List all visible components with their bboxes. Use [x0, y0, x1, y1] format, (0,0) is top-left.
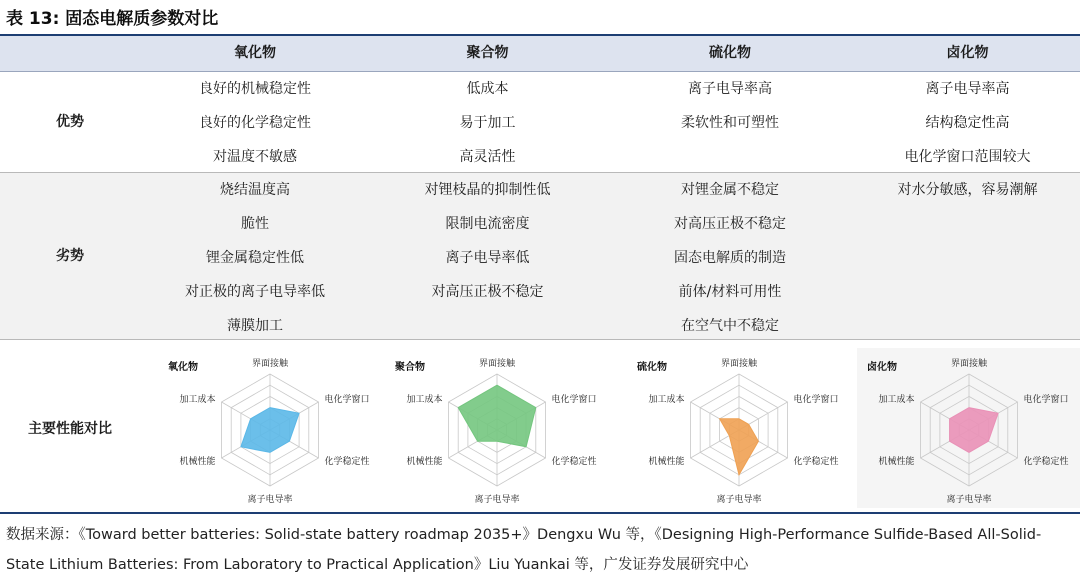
radar-oxide [158, 348, 383, 508]
radar-axis-label: 界面接触 [720, 359, 758, 369]
table-cell: 脆性 [241, 216, 269, 232]
advantages-polymer [370, 72, 605, 174]
table-cell: 离子电导率低 [445, 250, 530, 266]
table-cell: 电化学窗口范围较大 [904, 149, 1031, 165]
performance-row [0, 340, 1080, 514]
radar-axis-label: 加工成本 [648, 395, 685, 405]
table-title: 表 13: 固态电解质参数对比 [6, 9, 219, 29]
table-header [0, 36, 1080, 72]
radar-axis-label: 界面接触 [478, 359, 516, 369]
advantages-label: 优势 [56, 114, 84, 130]
table-cell: 薄膜加工 [227, 318, 283, 334]
header-polymer: 聚合物 [466, 45, 509, 61]
radar-series-卤化物 [950, 408, 998, 453]
table-cell: 对正极的离子电导率低 [185, 284, 325, 300]
radar-axis-label: 加工成本 [878, 395, 915, 405]
radar-title: 聚合物 [395, 362, 425, 373]
disadvantages-oxide [140, 173, 370, 343]
radar-series-氧化物 [241, 408, 299, 453]
advantages-halide [855, 72, 1080, 174]
radar-halide [857, 348, 1080, 508]
table-cell: 对温度不敏感 [213, 149, 297, 165]
header-oxide: 氧化物 [234, 45, 276, 61]
disadvantages-halide [855, 173, 1080, 207]
table-cell: 高灵活性 [459, 149, 516, 165]
advantages-sulfide [605, 72, 855, 140]
radar-axis-label: 机械性能 [878, 457, 915, 467]
radar-chart-svg [385, 348, 610, 508]
radar-chart-svg [158, 348, 383, 508]
table-cell: 锂金属稳定性低 [206, 250, 304, 266]
radar-title: 卤化物 [867, 362, 897, 373]
table-cell: 低成本 [466, 81, 509, 97]
header-sulfide: 硫化物 [709, 45, 751, 61]
table-cell: 对锂枝晶的抑制性低 [424, 182, 551, 198]
radar-axis-label: 离子电导率 [474, 495, 520, 505]
radar-axis-label: 机械性能 [406, 457, 443, 467]
radar-axis-label: 电化学窗口 [1023, 395, 1069, 405]
radar-axis-label: 化学稳定性 [793, 457, 839, 467]
radar-axis-label: 电化学窗口 [324, 395, 370, 405]
table-cell: 在空气中不稳定 [681, 318, 779, 334]
table-cell: 固态电解质的制造 [674, 250, 786, 266]
radar-axis-label: 化学稳定性 [1023, 457, 1069, 467]
radar-chart-svg [857, 348, 1080, 508]
radar-title: 硫化物 [637, 362, 667, 373]
radar-sulfide [627, 348, 852, 508]
radar-axis-label: 电化学窗口 [793, 395, 839, 405]
table-cell: 前体/材料可用性 [678, 284, 782, 300]
table-cell: 对锂金属不稳定 [681, 182, 779, 198]
radar-axis-label: 界面接触 [251, 359, 289, 369]
disadvantages-label: 劣势 [56, 248, 84, 264]
table-cell: 柔软性和可塑性 [681, 115, 779, 131]
radar-polymer [385, 348, 610, 508]
radar-axis-label: 化学稳定性 [324, 457, 370, 467]
radar-axis-label: 离子电导率 [247, 495, 293, 505]
table-cell: 结构稳定性高 [925, 115, 1010, 131]
table-cell: 离子电导率高 [925, 81, 1010, 97]
table-cell: 良好的机械稳定性 [199, 81, 311, 97]
radar-chart-svg [627, 348, 852, 508]
radar-axis-label: 机械性能 [648, 457, 685, 467]
radar-axis-label: 化学稳定性 [551, 457, 597, 467]
radar-axis-label: 界面接触 [950, 359, 988, 369]
table-cell: 对高压正极不稳定 [674, 216, 786, 232]
table-cell: 离子电导率高 [688, 81, 772, 97]
radar-title: 氧化物 [168, 362, 198, 373]
radar-axis-label: 机械性能 [179, 457, 216, 467]
advantages-row [0, 72, 1080, 173]
table-cell: 限制电流密度 [445, 216, 530, 232]
radar-axis-label: 电化学窗口 [551, 395, 597, 405]
radar-axis-label: 加工成本 [179, 395, 216, 405]
table-cell: 对水分敏感，容易潮解 [897, 182, 1038, 198]
radar-axis-label: 离子电导率 [716, 495, 762, 505]
table-cell: 易于加工 [459, 115, 516, 131]
radar-series-聚合物 [458, 385, 536, 447]
table-cell: 烧结温度高 [220, 182, 290, 198]
source-note: 数据来源：《Toward better batteries: Solid-state battery roadmap 2035+》Dengxu Wu 等，《Designing High-Performance Sulfide-Based All-Solid-State Lithium Batteries: From Laboratory to Practical Application》Liu Yuankai 等，广发证券发展研究中心 [6, 527, 1042, 573]
table-cell: 良好的化学稳定性 [199, 115, 311, 131]
radar-axis-label: 加工成本 [406, 395, 443, 405]
disadvantages-polymer [370, 173, 605, 309]
disadvantages-row [0, 173, 1080, 340]
table-cell: 对高压正极不稳定 [431, 284, 544, 300]
radar-axis-label: 离子电导率 [946, 495, 992, 505]
performance-label: 主要性能对比 [28, 421, 112, 437]
header-halide: 卤化物 [946, 45, 989, 61]
advantages-oxide [140, 72, 370, 174]
disadvantages-sulfide [605, 173, 855, 343]
radar-series-硫化物 [720, 419, 759, 475]
